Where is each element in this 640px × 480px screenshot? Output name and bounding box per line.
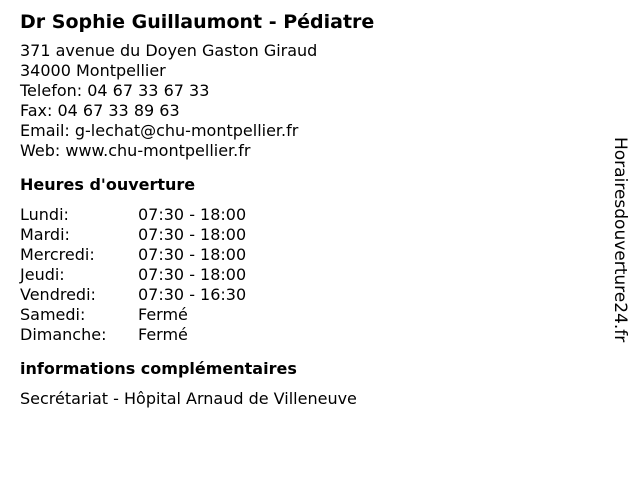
hours-row-thursday [20,265,246,285]
time-value: 07:30 - 18:00 [138,225,247,244]
hours-row-saturday [20,305,246,325]
day-label: Mardi: [20,225,70,244]
email-text: Email: g-lechat@chu-montpellier.fr [20,121,299,140]
site-watermark: Horairesdouverture24.fr [610,137,630,343]
hours-row-monday [20,205,246,225]
time-value: Fermé [138,325,188,344]
info-heading: informations complémentaires [20,359,297,378]
web-text: Web: www.chu-montpellier.fr [20,141,251,160]
contact-block [20,41,600,161]
business-card [20,10,600,409]
time-value: 07:30 - 18:00 [138,245,247,264]
page-title: Dr Sophie Guillaumont - Pédiatre [20,11,375,33]
day-label: Jeudi: [20,265,65,284]
day-label: Lundi: [20,205,69,224]
day-label: Samedi: [20,305,86,324]
address-street: 371 avenue du Doyen Gaston Giraud [20,41,318,60]
hours-row-friday [20,285,246,305]
phone-text: Telefon: 04 67 33 67 33 [20,81,210,100]
day-label: Vendredi: [20,285,96,304]
fax-text: Fax: 04 67 33 89 63 [20,101,180,120]
hours-table [20,205,246,345]
hours-heading: Heures d'ouverture [20,175,196,194]
day-label: Mercredi: [20,245,95,264]
time-value: Fermé [138,305,188,324]
hours-row-sunday [20,325,246,345]
hours-row-tuesday [20,225,246,245]
day-label: Dimanche: [20,325,107,344]
hours-row-wednesday [20,245,246,265]
time-value: 07:30 - 16:30 [138,285,247,304]
time-value: 07:30 - 18:00 [138,265,247,284]
address-city: 34000 Montpellier [20,61,166,80]
info-text: Secrétariat - Hôpital Arnaud de Villeneuve [20,389,357,408]
time-value: 07:30 - 18:00 [138,205,247,224]
